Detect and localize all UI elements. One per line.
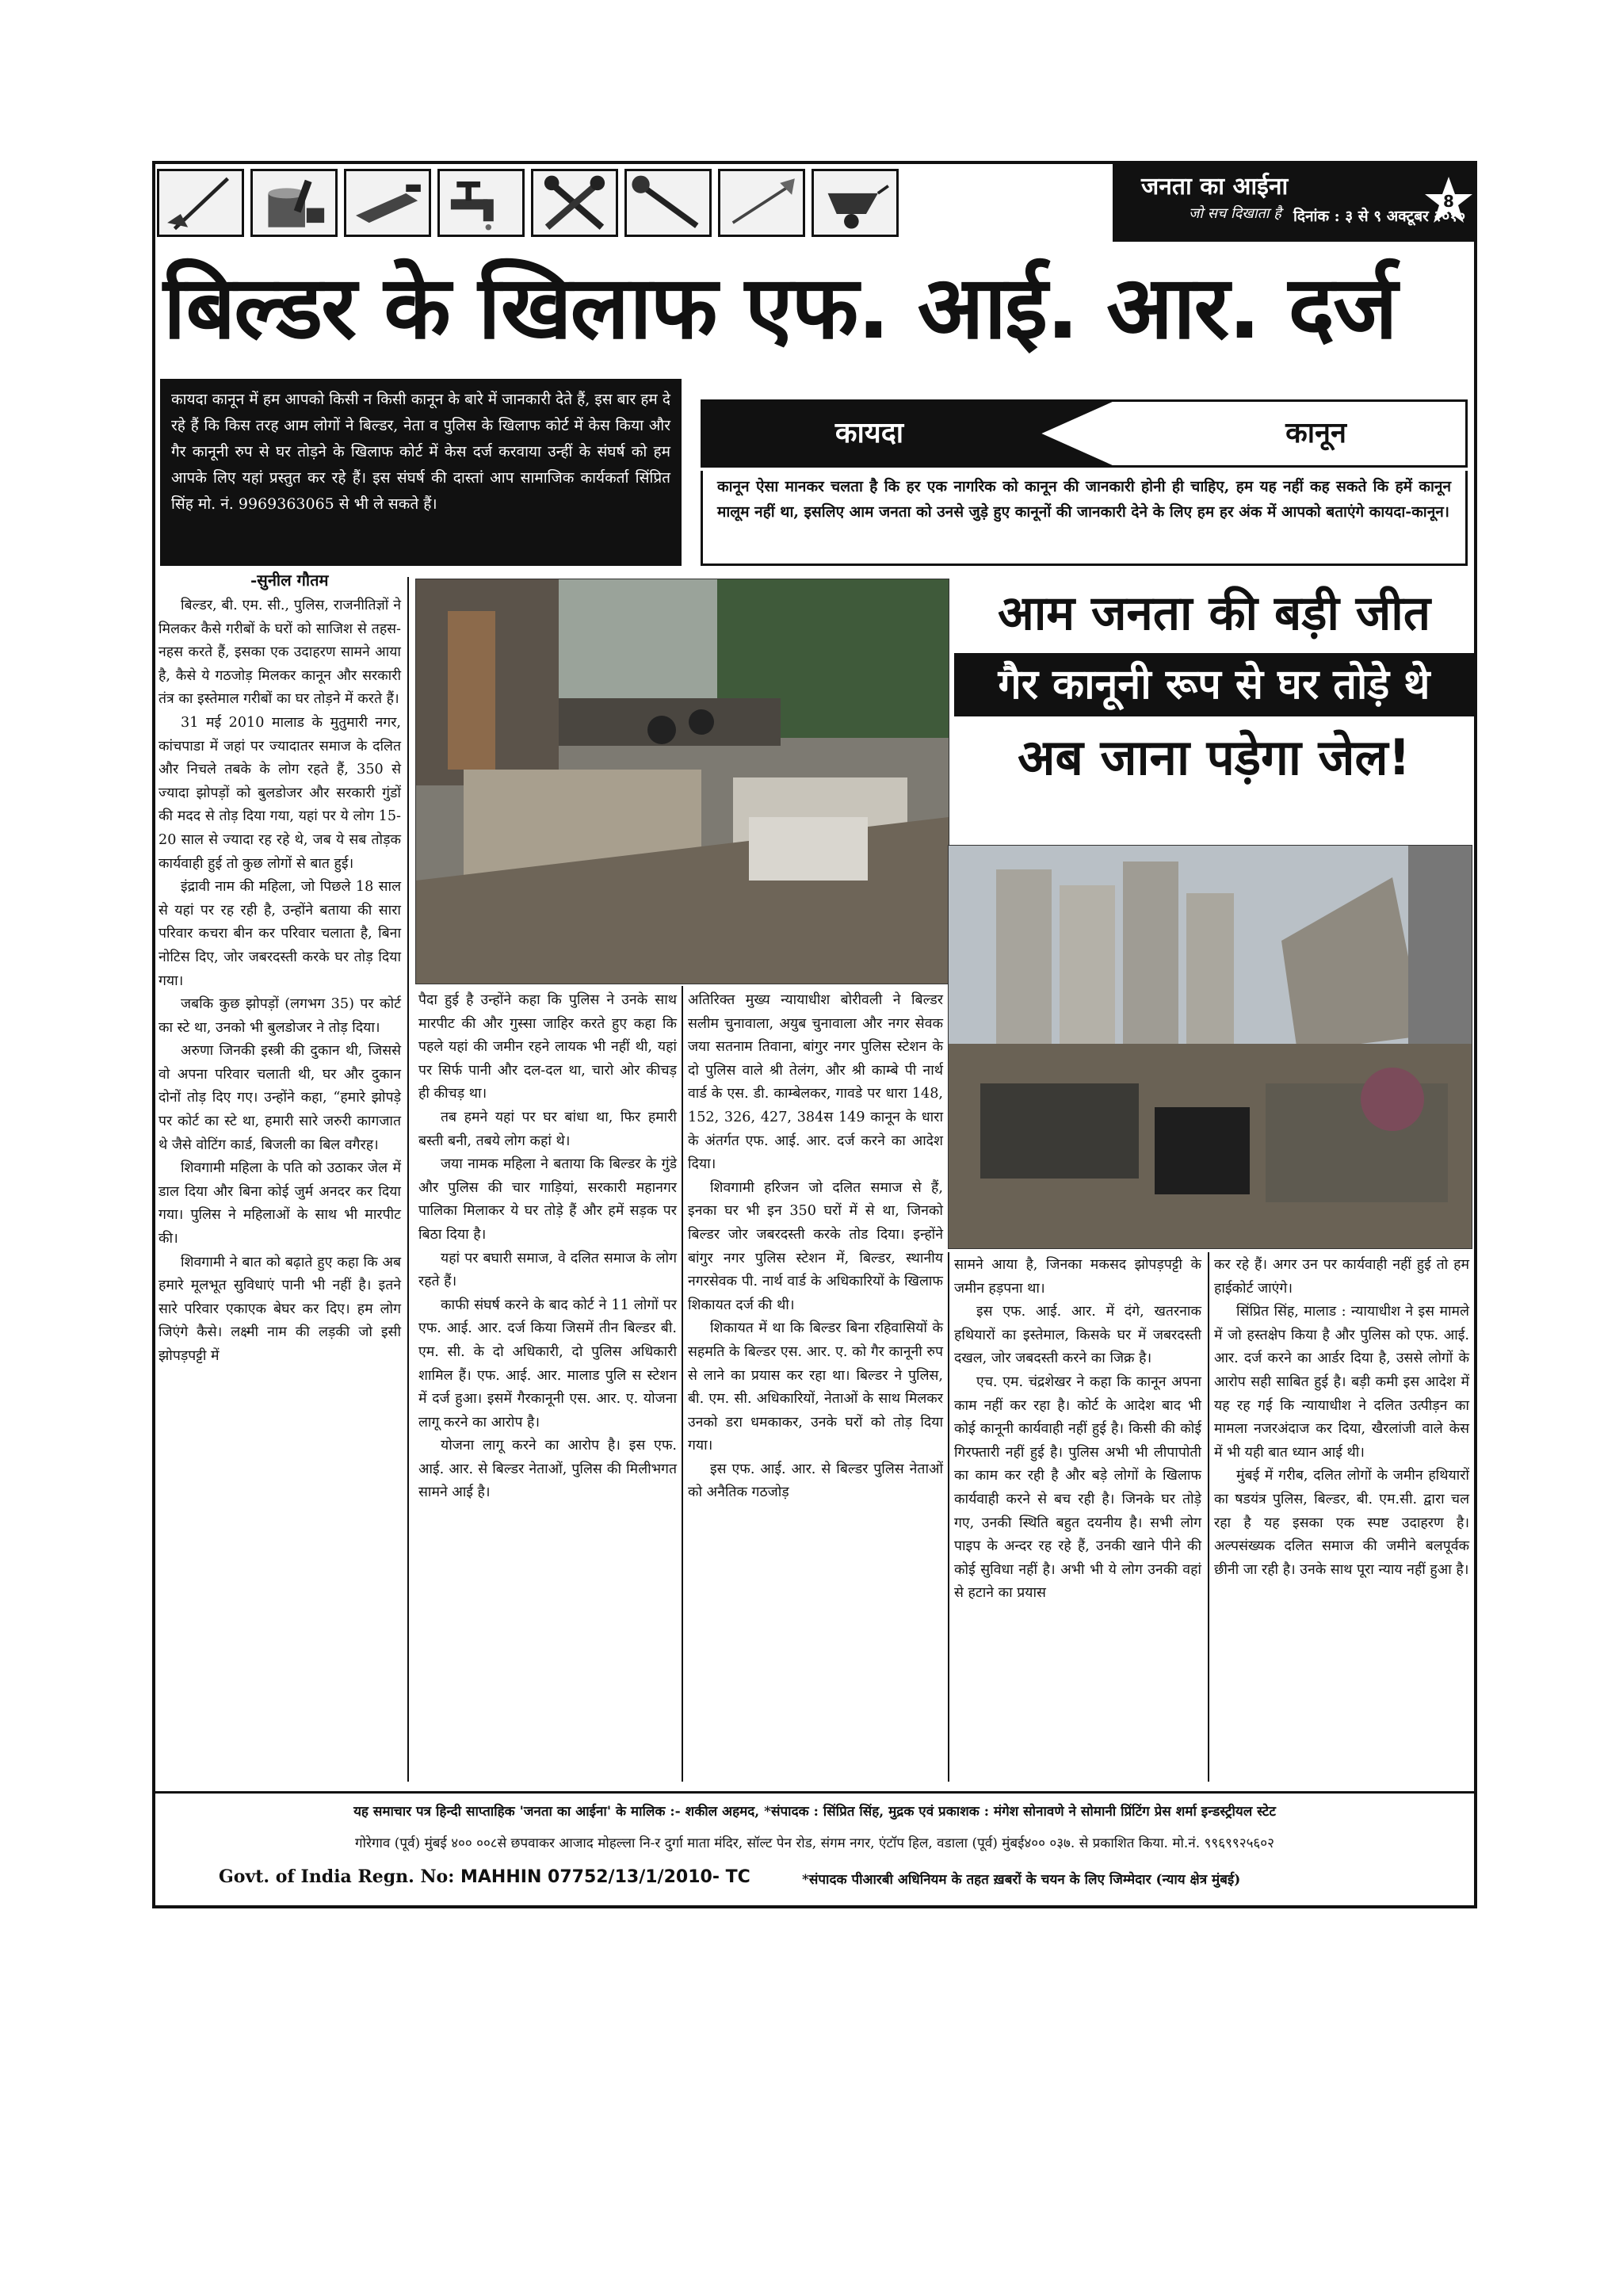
paragraph: शिकायत में था कि बिल्डर बिना रहिवासियों के सहमति के बिल्डर एस. आर. ए. को गैर कानूनी रुप से लाने का प्रयास कर रहा था। बिल्डर ने पुलिस, बी. एम. सी. अधिकारियों, नेताओं के साथ मिलकर उनको डरा धमकाकर, उनके घरों को तोड़ दिया गया। [688, 1320, 943, 1454]
paragraph: कर रहे हैं। अगर उन पर कार्यवाही नहीं हुई तो हम हाईकोर्ट जाएंगे। [1214, 1257, 1469, 1297]
registration-value: MAHHIN 07752/13/1/2010- TC [460, 1867, 750, 1887]
column-divider [1208, 1252, 1209, 1782]
paragraph: यहां पर बघारी समाज, वे दलित समाज के लोग रहते हैं। [418, 1250, 677, 1290]
masthead-brand [1113, 161, 1477, 242]
masthead [152, 161, 1477, 242]
paper-slogan: जो सच दिखाता है [1189, 205, 1281, 222]
imprint-line-2: गोरेगाव (पूर्व) मुंबई ४०० ००८से छपवाकर आजाद मोहल्ला नि-र दुर्गा माता मंदिर, सॉल्ट पेन रोड, संगम नगर, एंटॉप हिल, वडाला (पूर्व) मुंबई४०० ०३७. से प्रकाशित किया. मो.नं. ९९६९९२५६०२ [355, 1836, 1274, 1851]
editor-note: *संपादक पीआरबी अधिनियम के तहत ख़बरों के चयन के लिए जिम्मेदार (न्याय क्षेत्र मुंबई) [802, 1872, 1241, 1888]
paragraph: शिवगामी हरिजन जो दलित समाज से हैं, इनका घर भी इन 350 घरों में से था, जिनको बिल्डर जोर जबरदस्ती करके तोड दिया। इन्होंने बांगुर नगर पुलिस स्टेशन में, बिल्डर, स्थानीय नगरसेवक पी. नार्थ वार्ड के अधिकारियों के खिलाफ शिकायत दर्ज की थी। [688, 1179, 943, 1313]
article-column-3 [688, 989, 943, 1505]
trowel-icon [344, 169, 431, 237]
byline: -सुनील गौतम [250, 571, 329, 590]
bignews-line-1: आम जनता की बड़ी जीत [997, 586, 1431, 641]
paragraph: मुंबई में गरीब, दलित लोगों के जमीन हथियारों का षडयंत्र पुलिस, बिल्डर, बी. एम.सी. द्वारा चल रहा है यह इसका एक स्पष्ट उदाहरण है। अल्पसंख्यक दलित समाज की जमीने बलपूर्वक छीनी जा रही है। उनके साथ पूरा न्याय नहीं हुआ है। [1214, 1468, 1469, 1578]
paragraph: इस एफ. आई. आर. से बिल्डर पुलिस नेताओं को अनैतिक गठजोड़ [688, 1461, 943, 1501]
kayda-kanoon-text: कानून ऐसा मानकर चलता है कि हर एक नागरिक को कानून की जानकारी होनी ही चाहिए, हम यह नहीं कह सकते कि हमें कानून मालूम नहीं था, इसलिए आम जनता को उनसे जुड़े हुए कानूनों की जानकारी देने के लिए हम हर अंक में आपको बताएंगे कायदा-कानून। [701, 471, 1468, 566]
imprint-line-1: यह समाचार पत्र हिन्दी साप्ताहिक 'जनता का आईना' के मालिक :- शकील अहमद, *संपादक : सिंप्रित सिंह, मुद्रक एवं प्रकाशक : मंगेश सोनावणे ने सोमानी प्रिंटिंग प्रेस शर्मा इन्डस्ट्रीयल स्टेट [353, 1804, 1276, 1820]
paper-name: जनता का आईना [1141, 173, 1289, 201]
paragraph: तब हमने यहां पर घर बांधा था, फिर हमारी बस्ती बनी, तबये लोग कहां थे। [418, 1109, 677, 1149]
column-divider [682, 986, 683, 1782]
kayda-kanoon-banner [701, 399, 1468, 468]
paragraph: सिंप्रित सिंह, मालाड : न्यायाधीश ने इस मामले में जो हस्तक्षेप किया है और पुलिस को एफ. आई. आर. दर्ज करने का आर्डर दिया है, उससे लोगों के आरोप सही साबित हुई है। बड़ी कमी इस आदेश में यह रह गई कि न्यायाधीश ने दलित उत्पीड़न का मामला नजरअंदाज कर दिया, खैरलांजी वाले केस में भी यही बात ध्यान आई थी। [1214, 1304, 1469, 1461]
bignews-line-2: गैर कानूनी रूप से घर तोड़े थे [954, 653, 1474, 716]
article-column-2 [418, 989, 677, 1505]
intro-box: कायदा कानून में हम आपको किसी न किसी कानून के बारे में जानकारी देते हैं, इस बार हम दे रहे हैं कि किस तरह आम लोगों ने बिल्डर, नेता व पुलिस के खिलाफ कोर्ट में केस किया और गैर कानूनी रुप से घर तोड़ने के खिलाफ कोर्ट में केस दर्ज करवाया उन्हीं के संघर्ष को हम आपके लिए यहां प्रस्तुत कर रहे हैं। इस संघर्ष की दास्तां आप सामाजिक कार्यकर्ता सिंप्रित सिंह मो. नं. 9969363065 से भी ले सकते हैं। [160, 379, 682, 566]
column-divider [407, 577, 409, 1782]
wheelbarrow-icon [812, 169, 899, 237]
paragraph: 31 मई 2010 मालाड के मुतुमारी नगर, कांचपाडा में जहां पर ज्यादातर समाज के दलित और निचले तबके के लोग रहते हैं, 350 से ज्यादा झोपड़ों को बुलडोजर और सरकारी गुंडों की मदद से तोड़ दिया गया, यहां पर ये लोग 15-20 साल से ज्यादा रह रहे थे, जब ये सब तोड़क कार्यवाही हुई तो कुछ लोगों से बात हुई। [158, 714, 401, 872]
paragraph: योजना लागू करने का आरोप है। इस एफ. आई. आर. से बिल्डर नेताओं, पुलिस की मिलीभगत सामने आई है। [418, 1438, 677, 1501]
paragraph: जया नामक महिला ने बताया कि बिल्डर के गुंडे और पुलिस की चार गाड़ियां, सरकारी महानगर पालिका मिलाकर ये घर तोड़े हैं और हमें सड़क पर बिठा दिया है। [418, 1156, 677, 1243]
paragraph: इंद्रावी नाम की महिला, जो पिछले 18 साल से यहां पर रह रही है, उन्होंने बताया की सारा परिवार कचरा बीन कर परिवार चलाता है, बिना नोटिस दिए, जोर जबरदस्ती करके घर तोड़ दिया गया। [158, 879, 401, 989]
article-column-5 [1214, 1254, 1469, 1582]
hoe-icon [157, 169, 244, 237]
paragraph: जबकि कुछ झोपड़ों (लगभग 35) पर कोर्ट का स्टे था, उनको भी बुलडोजर ने तोड़ दिया। [158, 996, 401, 1036]
article-column-4 [954, 1254, 1201, 1606]
demolition-photo [415, 579, 949, 984]
towers-rubble-photo [948, 845, 1472, 1249]
bignews-heading [954, 579, 1474, 794]
crossed-tools-icon [531, 169, 618, 237]
paragraph: बिल्डर, बी. एम. सी., पुलिस, राजनीतिज्ञों ने मिलकर कैसे गरीबों के घरों को साजिश से तहस-नहस करते हैं, इसका एक उदाहरण सामने आया है, कैसे ये गठजोड़ मिलकर कानून और सरकारी तंत्र का इस्तेमाल गरीबों का घर तोड़ने में करते हैं। [158, 598, 401, 708]
paragraph: सामने आया है, जिनका मकसद झोपड़पट्टी के जमीन हड़पना था। [954, 1257, 1201, 1297]
kanoon-label: कानून [1285, 417, 1346, 449]
paragraph: एच. एम. चंद्रशेखर ने कहा कि कानून अपना काम नहीं कर रहा है। कोर्ट के आदेश बाद भी कोई कानूनी कार्यवाही नहीं हुई है। किसी की कोई गिरफ्तारी नहीं हुई है। पुलिस अभी भी लीपापोती का काम कर रही है और बड़े लोगों के खिलाफ कार्यवाही करने से बच रही है। जिनके घर तोड़े गए, उनकी स्थिति बहुत दयनीय है। सभी लोग पाइप के अन्दर रह रहे हैं, उनकी खाने पीने की कोई सुविधा नहीं है। अभी भी ये लोग उनकी वहां से हटाने का प्रयास [954, 1373, 1201, 1602]
column-divider [948, 1252, 949, 1782]
page-number: 8 [1443, 192, 1454, 211]
shovel-icon [718, 169, 805, 237]
article-column-1 [158, 594, 401, 1369]
issue-date: दिनांक : ३ से ९ अक्टूबर २०१० [1293, 208, 1465, 225]
paragraph: अतिरिक्त मुख्य न्यायाधीश बोरीवली ने बिल्डर सलीम चुनावाला, अयुब चुनावाला और नगर सेवक जया सतनाम तिवाना, बांगुर नगर पुलिस स्टेशन के दो पुलिस वाले श्री तेलंग, और श्री काम्बे पी नार्थ वार्ड के एस. डी. काम्बेलकर, गावडे पर धारा 148, 152, 326, 427, 384स 149 कानून के धारा के अंतर्गत एफ. आई. आर. दर्ज करने का आदेश दिया। [688, 992, 943, 1173]
star-icon [1423, 175, 1474, 226]
paragraph: पैदा हुई है उन्होंने कहा कि पुलिस ने उनके साथ मारपीट की और गुस्सा जाहिर करते हुए कहा कि पहले यहां की जमीन रहने लायक भी नहीं थी, यहां पर सिर्फ पानी और दल-दल था, चारो ओर कीचड़ ही कीचड़ था। [418, 992, 677, 1102]
paragraph: काफी संघर्ष करने के बाद कोर्ट ने 11 लोगों पर एफ. आई. आर. दर्ज किया जिसमें तीन बिल्डर बी. एम. सी. के दो अधिकारी, दो पुलिस अधिकारी शामिल हैं। एफ. आई. आर. मालाड पुलि स स्टेशन में दर्ज हुआ। इसमें गैरकानूनी एस. आर. ए. योजना लागू करने का आरोप है। [418, 1297, 677, 1431]
imprint-footer [152, 1791, 1477, 1911]
paragraph: शिवगामी ने बात को बढ़ाते हुए कहा कि अब हमारे मूलभूत सुविधाएं पानी भी नहीं है। इतने सारे परिवार एकाएक बेघर कर दिए। हम लोग जिएंगे कैसे। लक्ष्मी नाम की लड़की जो इसी झोपड़पट्टी में [158, 1254, 401, 1364]
main-headline: बिल्डर के खिलाफ एफ. आई. आर. दर्ज [163, 257, 1396, 358]
paint-bucket-icon [250, 169, 338, 237]
paragraph: इस एफ. आई. आर. में दंगे, खतरनाक हथियारों का इस्तेमाल, किसके घर में जबरदस्ती दखल, जोर जबदस्ती करने का जिक्र है। [954, 1304, 1201, 1367]
wrench-icon [624, 169, 712, 237]
bignews-line-3: अब जाना पड़ेगा जेल! [1018, 728, 1411, 786]
registration-label: Govt. of India Regn. No: [219, 1866, 461, 1887]
water-tap-icon [437, 169, 525, 237]
kayda-label: कायदा [834, 417, 904, 449]
paragraph: अरुणा जिनकी इस्त्री की दुकान थी, जिससे वो अपना परिवार चलाती थी, घर और दुकान दोनों तोड़ दिए गए। उन्होंने कहा, “हमारे झोपड़े पर कोर्ट का स्टे था, हमारी सारे जरुरी कागजात थे जैसे वोटिंग कार्ड, बिजली का बिल वगैरह। [158, 1043, 401, 1153]
registration-number [219, 1866, 750, 1887]
paragraph: शिवगामी महिला के पति को उठाकर जेल में डाल दिया और बिना कोई जुर्म अनदर कर दिया गया। पुलिस ने महिलाओं के साथ भी मारपीट की। [158, 1160, 401, 1247]
